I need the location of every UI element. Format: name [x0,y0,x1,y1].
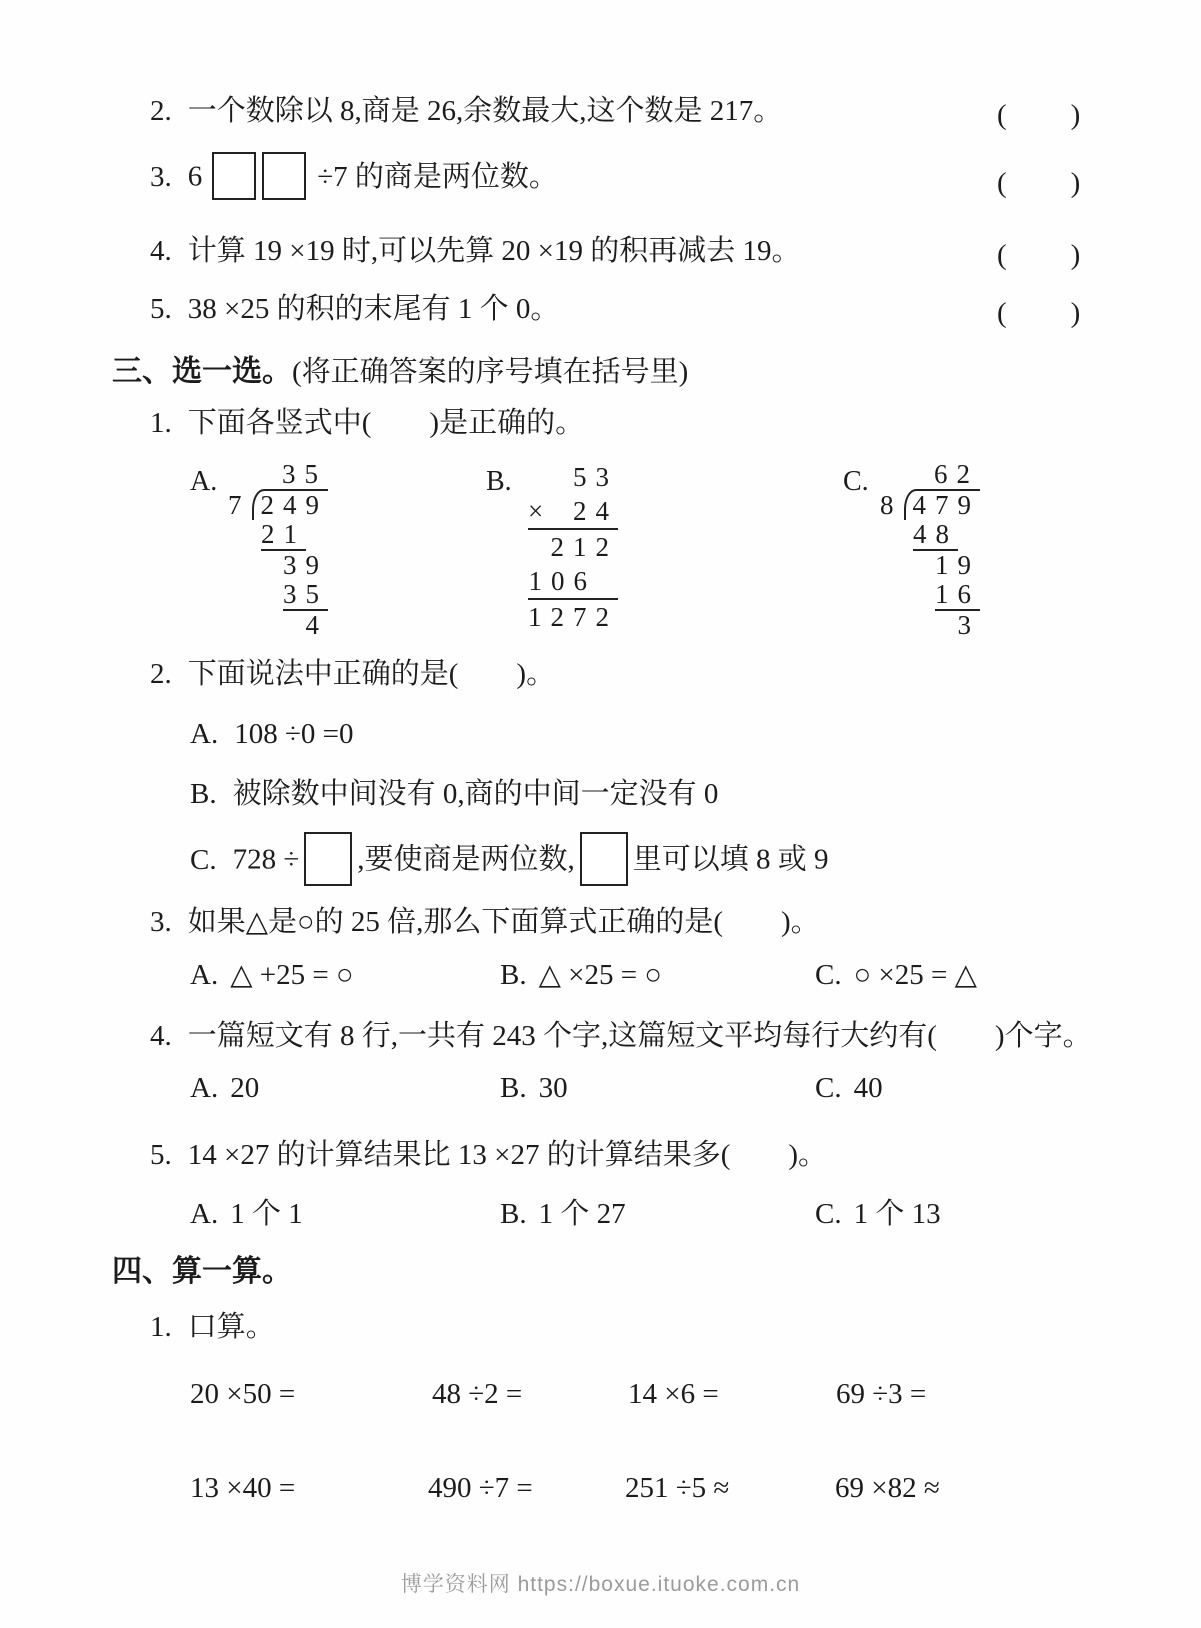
tf-item-2-number: 2. [150,95,172,127]
oral-problem: 251 ÷5 ≈ [625,1472,730,1504]
s3-q5 [150,1136,827,1174]
s3-q1-text: 下面各竖式中( )是正确的。 [187,407,585,439]
s3-q5-number: 5. [150,1139,172,1171]
oral-problem: 69 ×82 ≈ [835,1472,940,1504]
oral-problem: 20 ×50 = [190,1378,296,1410]
multiplication-b [528,460,618,634]
oral-problem: 14 ×6 = [628,1378,719,1410]
division-a-dividend: 249 [252,489,329,520]
long-division-c [880,460,980,640]
division-a-quotient: 35 [282,459,327,489]
s3-q2-option-a: A. 108 ÷0 =0 [190,718,354,750]
long-division-a [228,460,328,640]
s3-q4-option-b: B. 30 [500,1072,568,1104]
s4-q1-text: 口算。 [187,1311,275,1343]
multiplication-b-operator-row: × 24 [528,494,618,530]
oral-problem: 490 ÷7 = [428,1472,533,1504]
tf-item-4-answer-paren: ( ) [997,239,1083,271]
s3-q4-option-a: A. 20 [190,1072,260,1104]
tf-item-2 [150,92,782,130]
footer-watermark: 博学资料网 https://boxue.ituoke.com.cn [400,1573,801,1596]
s3-q3 [150,903,820,941]
division-c-remainder: 3 [957,610,980,640]
division-c-step: 19 [935,550,980,580]
tf-item-5-number: 5. [150,293,172,325]
s3-q3-option-c: C. ○ ×25 = △ [815,959,977,991]
tf-item-3 [150,152,558,206]
multiplication-b-partial-2: 106 [528,564,618,600]
s3-q5-text: 14 ×27 的计算结果比 13 ×27 的计算结果多( )。 [187,1139,828,1171]
tf-item-5-answer-paren: ( ) [997,297,1083,329]
multiplication-b-top: 53 [573,462,618,492]
blank-box [304,832,352,886]
s3-q5-option-c: C. 1 个 13 [815,1198,941,1230]
s3-q5-option-b: B. 1 个 27 [500,1198,626,1230]
s3-q3-option-b: B. △ ×25 = ○ [500,959,662,991]
s4-q1 [150,1308,275,1346]
division-a-remainder: 4 [305,610,328,640]
oral-problem: 48 ÷2 = [432,1378,523,1410]
s3-q4-option-c: C. 40 [815,1072,883,1104]
calc-b-label: B. [486,466,512,497]
multiplication-b-result: 1272 [528,602,618,632]
tf-item-2-answer-paren: ( ) [997,99,1083,131]
s3-q4-number: 4. [150,1020,172,1052]
oral-problem: 13 ×40 = [190,1472,296,1504]
tf-item-3-text-after: ÷7 的商是两位数。 [317,160,558,193]
s3-q4 [150,1017,1092,1055]
tf-item-4-text: 计算 19 ×19 时,可以先算 20 ×19 的积再减去 19。 [187,235,801,267]
s3-q2-option-b: B. 被除数中间没有 0,商的中间一定没有 0 [190,778,719,810]
s3-q2-option-c: C. 728 ÷ ,要使商是两位数, 里可以填 8 或 9 [190,832,829,892]
s4-q1-number: 1. [150,1311,172,1343]
tf-item-3-answer-paren: ( ) [997,167,1083,199]
s3-q2 [150,655,555,693]
division-c-quotient: 62 [934,459,979,489]
s3-q2-number: 2. [150,658,172,690]
division-c-dividend-row [880,489,980,520]
tf-item-3-text-before: 6 [187,160,203,193]
tf-item-2-text: 一个数除以 8,商是 26,余数最大,这个数是 217。 [187,95,783,127]
section3-title-text: 三、选一选。 [112,355,292,388]
blank-box [262,152,306,200]
multiplication-b-partial-1: 212 [550,532,618,562]
tf-item-4-number: 4. [150,235,172,267]
s3-q2-text: 下面说法中正确的是( )。 [187,658,556,690]
tf-item-5-text: 38 ×25 的积的末尾有 1 个 0。 [187,293,560,325]
blank-box [212,152,256,200]
calc-a-label: A. [190,466,218,497]
section4-title: 四、算一算。 [112,1255,292,1288]
s3-q1 [150,404,584,442]
calc-c-label: C. [843,466,869,497]
division-a-step: 21 [261,519,306,549]
division-c-divisor: 8 [880,490,903,520]
multiply-icon: × [528,496,553,526]
division-c-dividend: 479 [904,489,981,520]
tf-item-4 [150,232,800,270]
section3-title [112,346,688,390]
division-c-step: 16 [935,579,980,609]
division-a-divisor: 7 [228,490,251,520]
s3-q4-text: 一篇短文有 8 行,一共有 243 个字,这篇短文平均每行大约有( )个字。 [187,1020,1092,1052]
section3-subtitle: (将正确答案的序号填在括号里) [292,356,689,388]
division-c-step: 48 [913,519,958,549]
division-a-step: 39 [283,550,328,580]
blank-box [580,832,628,886]
tf-item-5 [150,290,559,328]
s3-q3-number: 3. [150,906,172,938]
s3-q3-text: 如果△是○的 25 倍,那么下面算式正确的是( )。 [187,906,820,938]
s3-q1-number: 1. [150,407,172,439]
s3-q5-option-a: A. 1 个 1 [190,1198,303,1230]
division-a-step: 35 [283,579,328,609]
tf-item-3-number: 3. [150,160,172,193]
division-a-dividend-row [228,489,328,520]
s3-q3-option-a: A. △ +25 = ○ [190,959,354,991]
oral-problem: 69 ÷3 = [836,1378,927,1410]
